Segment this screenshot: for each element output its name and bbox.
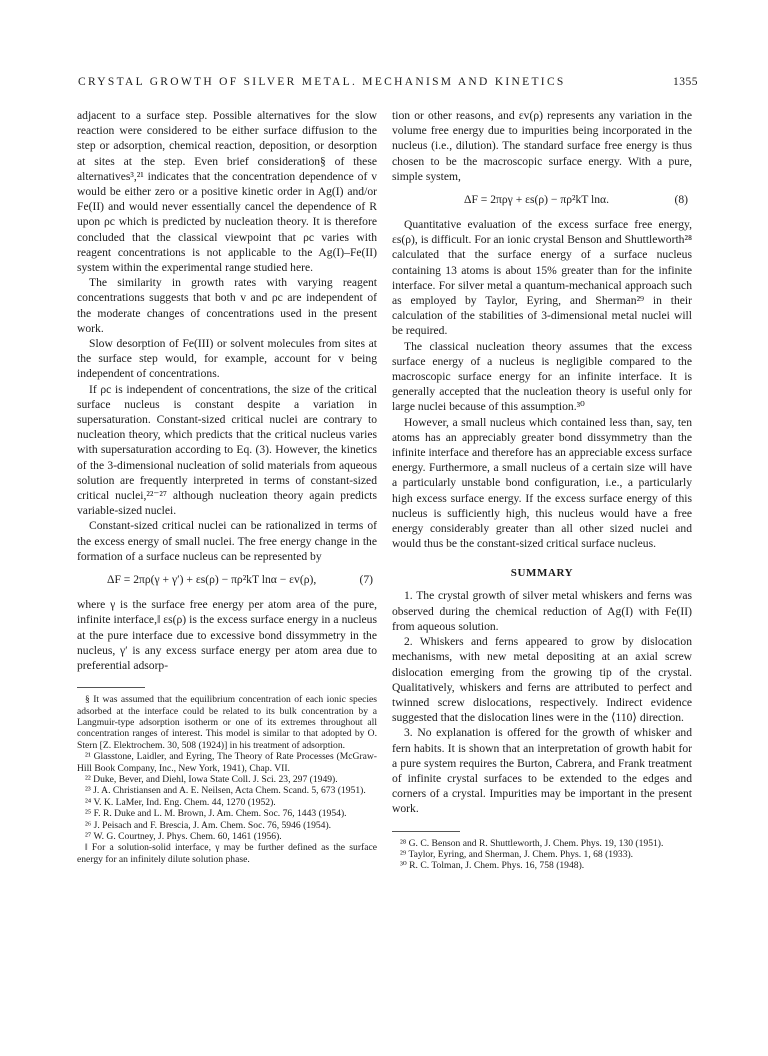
footnote: § It was assumed that the equilibrium concentration of each ionic species adsorbed at the interface could be related to its bulk concentration by a Langmuir-type adsorption isotherm or one of its extremes throughout all concentration ranges of interest. This model is similar to that adopted by O. Stern [Z. Elektrochem. 30, 508 (1924)] in his treatment of adsorption. — [77, 694, 377, 751]
summary-item: 1. The crystal growth of silver metal whiskers and ferns was observed during the chemical reduction of Ag(I) with Fe(II) from aqueous solution. — [392, 589, 692, 633]
paragraph: tion or other reasons, and εv(ρ) represents any variation in the volume free energy due to impurities being incorporated in the nucleus (i.e., dilution). The standard surface free energy is thus chosen to be the macroscopic surface energy. With a pure, simple system, — [392, 109, 692, 183]
paragraph: Slow desorption of Fe(III) or solvent molecules from sites at the surface step would, for example, account for v being independent of concentrations. — [77, 337, 377, 381]
equation-7-expression: ΔF = 2πρ(γ + γ′) + εs(ρ) − πρ²kT lnα − εv(ρ), — [107, 573, 317, 587]
footnote: ²⁸ G. C. Benson and R. Shuttleworth, J. Chem. Phys. 19, 130 (1951). — [400, 837, 664, 849]
footnote-divider — [77, 687, 145, 688]
equation-8 — [392, 192, 692, 209]
paragraph: Constant-sized critical nuclei can be rationalized in terms of the excess energy of small nuclei. The free energy change in the formation of a surface nucleus can be represented by — [77, 519, 377, 563]
paragraph: adjacent to a surface step. Possible alternatives for the slow reaction were considered to be either surface diffusion to the step or adsorption, chemical reaction, deposition, or desorption at sites at the step. Even brief consideration§ of these alternatives³,²¹ indicates that the concentration dependence of v would be either zero or a positive kinetic order in Ag(I) and/or Fe(II) and would never essentially cancel the dependence of R upon ρc which is predicted by nucleation theory. It is therefore concluded that the classical viewpoint that ρc varies with reagent concentrations is not applicable to the Ag(I)–Fe(II) system within the experimental range studied here. — [77, 109, 377, 275]
paragraph: The classical nucleation theory assumes that the excess surface energy of a nucleus is negligible compared to the macroscopic surface energy for an infinite interface. It is generally accepted that the nucleation theory is useful only for large nuclei because of this assumption.³⁰ — [392, 339, 692, 414]
footnote: ²⁵ F. R. Duke and L. M. Brown, J. Am. Chem. Soc. 76, 1443 (1954). — [85, 808, 347, 820]
paragraph: where γ is the surface free energy per atom area of the pure, infinite interface,‖ εs(ρ) is the excess surface energy in a nucleus at the pure interface due to excessive bond dissymmetry in the nucleus, γ′ is any excess surface energy per atom area due to preferential adsorp- — [77, 598, 377, 672]
right-column — [392, 108, 692, 872]
left-column — [77, 108, 377, 865]
page-number: 1355 — [673, 76, 698, 88]
running-title: CRYSTAL GROWTH OF SILVER METAL. MECHANISM AND KINETICS — [78, 76, 566, 88]
footnote: ²³ J. A. Christiansen and A. E. Neilsen, Acta Chem. Scand. 5, 673 (1951). — [85, 785, 366, 797]
footnote: ³⁰ R. C. Tolman, J. Chem. Phys. 16, 758 (1948). — [400, 860, 585, 872]
equation-7-number: (7) — [359, 573, 373, 587]
footnote: ²⁹ Taylor, Eyring, and Sherman, J. Chem. Phys. 1, 68 (1933). — [400, 848, 634, 860]
footnote-divider — [392, 831, 460, 832]
paragraph: The similarity in growth rates with varying reagent concentrations suggests that both v and ρc are independent of the moderate changes of concentrations used in the present work. — [77, 276, 377, 335]
footnote: ²¹ Glasstone, Laidler, and Eyring, The Theory of Rate Processes (McGraw-Hill Book Company, Inc., New York, 1941), Chap. VII. — [77, 751, 377, 774]
footnote: ²⁴ V. K. LaMer, Ind. Eng. Chem. 44, 1270 (1952). — [85, 796, 276, 808]
paragraph: Quantitative evaluation of the excess surface free energy, εs(ρ), is difficult. For an ionic crystal Benson and Shuttleworth²⁸ calculated that the surface energy of a surface nucleus containing 13 atoms is about 15% greater than for the infinite interface. For silver metal a quantum-mechanical approach such as employed by Taylor, Eyring, and Sherman²⁹ in their calculation of the stabilities of 3-dimensional metal nuclei will be required. — [392, 218, 692, 338]
summary-item: 2. Whiskers and ferns appeared to grow by dislocation mechanisms, with new metal depositing at an axial screw dislocation emerging from the growing tip of the crystal. Qualitatively, whiskers and ferns are attributed to perfect and twinned screw dislocations, respectively. Indirect evidence suggested that the dislocation lines were in the ⟨110⟩ direction. — [392, 635, 692, 725]
equation-8-number: (8) — [674, 193, 688, 207]
paragraph: If ρc is independent of concentrations, the size of the critical surface nucleus is constant despite a variation in supersaturation. Constant-sized critical nuclei are contrary to nucleation theory, which predicts that the critical nucleus varies with supersaturation according to Eq. (3). However, the kinetics of the 3-dimensional nucleation of solid materials from aqueous solution are frequently interpreted in terms of constant-sized critical nuclei,²²⁻²⁷ although nucleation theory again predicts variable-sized nuclei. — [77, 382, 377, 518]
summary-item: 3. No explanation is offered for the growth of whisker and fern habits. It is shown that an interpretation of growth habit for a pure system requires the Burton, Cabrera, and Frank treatment of infinite crystal surfaces to be extended to the edges and corners of a crystal. Impurities may be important in the present work. — [392, 726, 692, 816]
footnote: ²² Duke, Bever, and Diehl, Iowa State Coll. J. Sci. 23, 297 (1949). — [85, 773, 338, 785]
footnote: ²⁶ J. Peisach and F. Brescia, J. Am. Chem. Soc. 76, 5946 (1954). — [85, 819, 332, 831]
paragraph: However, a small nucleus which contained less than, say, ten atoms has an appreciably greater bond dissymmetry than the infinite interface and therefore has an appreciable excess surface energy. Furthermore, a small nucleus of a certain size will have a particularly unstable bond configuration, i.e., a particularly high excess surface energy. If the excess surface energy of this nucleus is sufficiently high, this nucleus would have a free energy considerably greater than all other sized nuclei and would thus be the constant-sized critical surface nucleus. — [392, 415, 692, 551]
running-header — [78, 76, 698, 88]
equation-8-expression: ΔF = 2πργ + εs(ρ) − πρ²kT lnα. — [464, 193, 610, 207]
footnote: ‖ For a solution-solid interface, γ may be further defined as the surface energy for an infinitely dilute solution phase. — [77, 842, 377, 865]
summary-heading: SUMMARY — [510, 567, 574, 580]
equation-7 — [77, 572, 377, 589]
footnote: ²⁷ W. G. Courtney, J. Phys. Chem. 60, 1461 (1956). — [85, 830, 282, 842]
